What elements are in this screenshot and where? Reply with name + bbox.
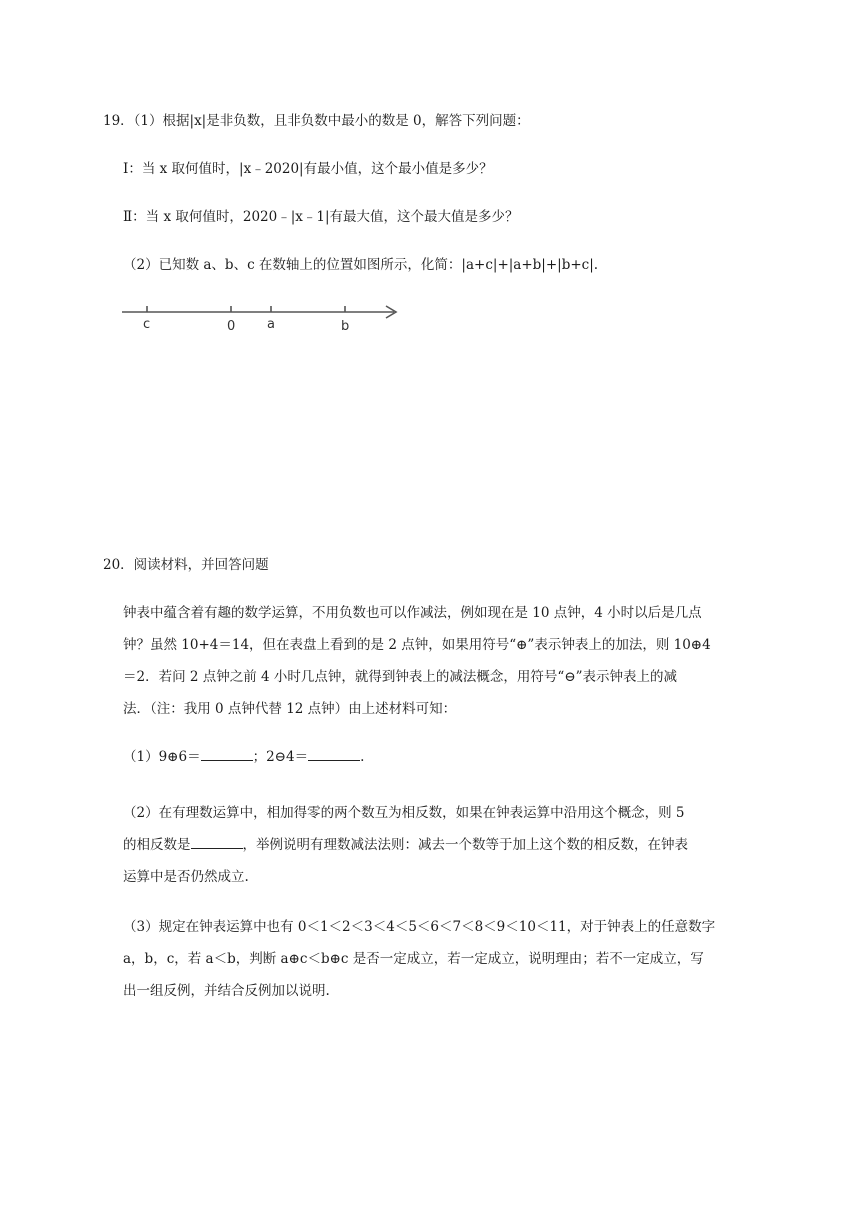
q20-part-3-line-2: a，b，c，若 a＜b，判断 a⊕c＜b⊕c 是否一定成立，若一定成立，说明理由；若不一定成立，写 [123, 951, 704, 967]
label-a: a [267, 317, 275, 332]
q19-part-2: （2）已知数 a、b、c 在数轴上的位置如图所示，化简：|a+c|+|a+b|+|b+c|. [123, 257, 599, 273]
answer-blank-2[interactable] [308, 748, 360, 761]
q19-part-ii: Ⅱ：当 x 取何值时，2020﹣|x﹣1|有最大值，这个最大值是多少？ [123, 209, 519, 225]
q19-part-i: Ⅰ：当 x 取何值时，|x﹣2020|有最小值，这个最小值是多少？ [123, 161, 493, 177]
q20-para-line-2: 钟？虽然 10+4＝14，但在表盘上看到的是 2 点钟，如果用符号“⊕”表示钟表上的加法，则 10⊕4 [123, 637, 711, 653]
label-b: b [341, 319, 350, 334]
label-c: c [143, 317, 151, 332]
q20-part-1-a: （1）9⊕6＝ [123, 749, 201, 765]
q19-heading: 19．（1）根据|x|是非负数，且非负数中最小的数是 0，解答下列问题： [103, 113, 530, 129]
q20-part-1-b: ；2⊖4＝ [252, 749, 309, 765]
answer-blank-3[interactable] [191, 836, 243, 849]
number-line-figure [118, 298, 408, 338]
q20-part-2-line-1: （2）在有理数运算中，相加得零的两个数互为相反数，如果在钟表运算中沿用这个概念，则 5 [123, 805, 685, 821]
q20-heading: 20．阅读材料，并回答问题 [103, 557, 269, 573]
q20-para-line-4: 法．（注：我用 0 点钟代替 12 点钟）由上述材料可知： [123, 701, 457, 717]
q20-part-3-line-1: （3）规定在钟表运算中也有 0＜1＜2＜3＜4＜5＜6＜7＜8＜9＜10＜11，对于钟表上的任意数字 [123, 919, 716, 935]
label-0: 0 [227, 319, 236, 334]
q20-para-line-3: ＝2．若问 2 点钟之前 4 小时几点钟，就得到钟表上的减法概念，用符号“⊖”表示钟表上的减 [123, 669, 678, 685]
q20-part-1 [123, 748, 364, 766]
q20-part-3-line-3: 出一组反例，并结合反例加以说明. [123, 983, 330, 999]
q20-part-1-end: . [360, 749, 365, 765]
q20-para-line-1: 钟表中蕴含着有趣的数学运算，不用负数也可以作减法，例如现在是 10 点钟，4 小时以后是几点 [123, 605, 702, 621]
answer-blank-1[interactable] [201, 748, 253, 761]
q20-part-2-line-3: 运算中是否仍然成立. [123, 869, 249, 885]
q20-part-2-line-2a: 的相反数是 [123, 837, 191, 853]
q20-part-2-line-2 [123, 836, 688, 854]
q20-part-2-line-2b: ，举例说明有理数减法法则：减去一个数等于加上这个数的相反数，在钟表 [242, 837, 688, 853]
